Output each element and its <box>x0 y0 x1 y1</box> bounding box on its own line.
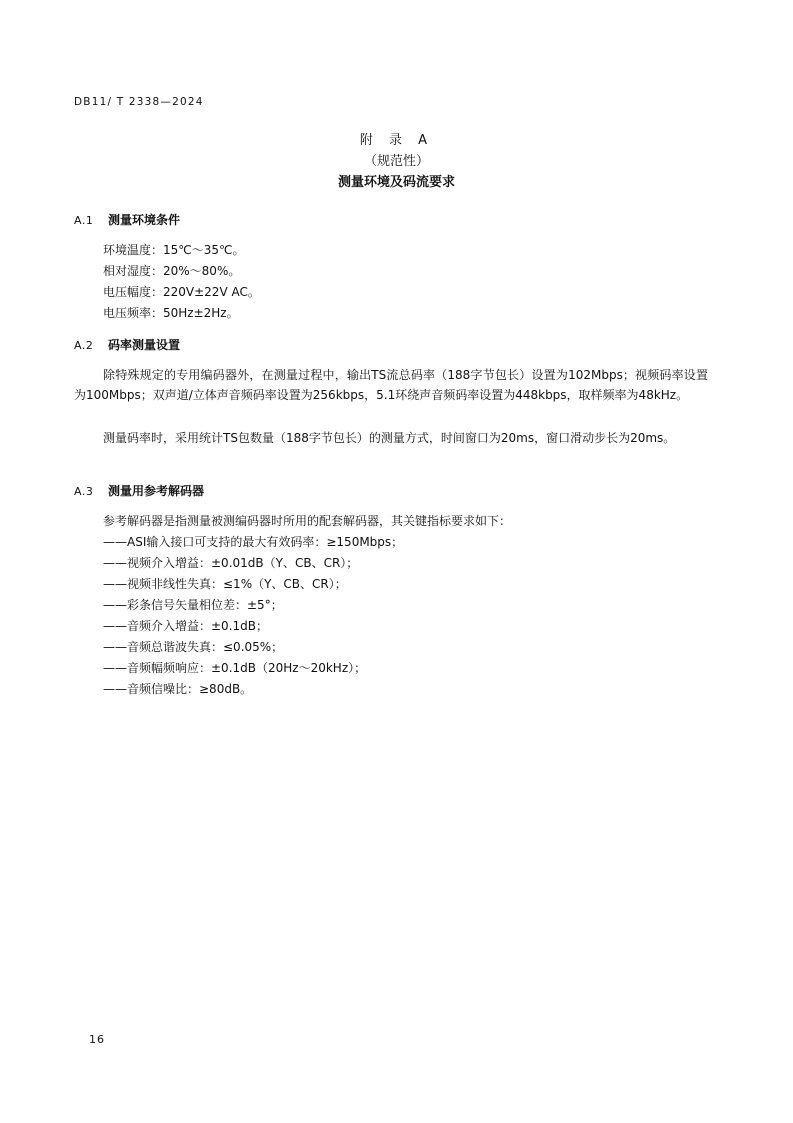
page-number: 16 <box>89 1033 105 1046</box>
section-a2-heading <box>74 336 180 353</box>
env-voltage: 电压幅度：220V±22V AC。 <box>103 285 260 299</box>
list-item: ——音频介入增益：±0.1dB； <box>103 619 268 633</box>
appendix-type: （规范性） <box>363 154 429 169</box>
env-humidity: 相对湿度：20%～80%。 <box>103 264 241 278</box>
appendix-label: 附 录 A <box>359 133 434 148</box>
section-number: A.2 <box>74 339 94 352</box>
section-title: 测量用参考解码器 <box>108 484 205 498</box>
list-item: ——ASI输入接口可支持的最大有效码率：≥150Mbps； <box>103 535 404 549</box>
list-item: ——视频介入增益：±0.01dB（Y、CB、CR）； <box>103 556 359 570</box>
appendix-title: 测量环境及码流要求 <box>337 175 455 190</box>
env-temperature: 环境温度：15℃～35℃。 <box>103 243 245 257</box>
list-item: ——音频信噪比：≥80dB。 <box>103 682 253 696</box>
appendix-title-block <box>0 130 793 193</box>
list-item: ——音频总谐波失真：≤0.05%； <box>103 640 284 654</box>
bitrate-paragraph-1: 除特殊规定的专用编码器外，在测量过程中，输出TS流总码率（188字节包长）设置为102Mbps；视频码率设置为100Mbps；双声道/立体声音频码率设置为256kbps，5.1环绕声音频码率设置为448kbps，取样频率为48kHz。 <box>74 368 708 402</box>
standard-code: DB11/ T 2338—2024 <box>74 96 204 108</box>
list-item: ——音频幅频响应：±0.1dB（20Hz～20kHz）； <box>103 661 367 675</box>
section-number: A.1 <box>74 214 94 227</box>
decoder-intro: 参考解码器是指测量被测编码器时所用的配套解码器，其关键指标要求如下： <box>103 514 512 528</box>
bitrate-paragraph-2: 测量码率时，采用统计TS包数量（188字节包长）的测量方式，时间窗口为20ms，窗口滑动步长为20ms。 <box>103 431 676 445</box>
section-number: A.3 <box>74 485 94 498</box>
list-item: ——彩条信号矢量相位差：±5°； <box>103 598 283 612</box>
section-a1-heading <box>74 211 180 228</box>
section-a3-heading <box>74 482 204 499</box>
env-frequency: 电压频率：50Hz±2Hz。 <box>103 306 239 320</box>
section-title: 测量环境条件 <box>108 213 181 227</box>
section-title: 码率测量设置 <box>108 338 181 352</box>
list-item: ——视频非线性失真：≤1%（Y、CB、CR）； <box>103 577 347 591</box>
